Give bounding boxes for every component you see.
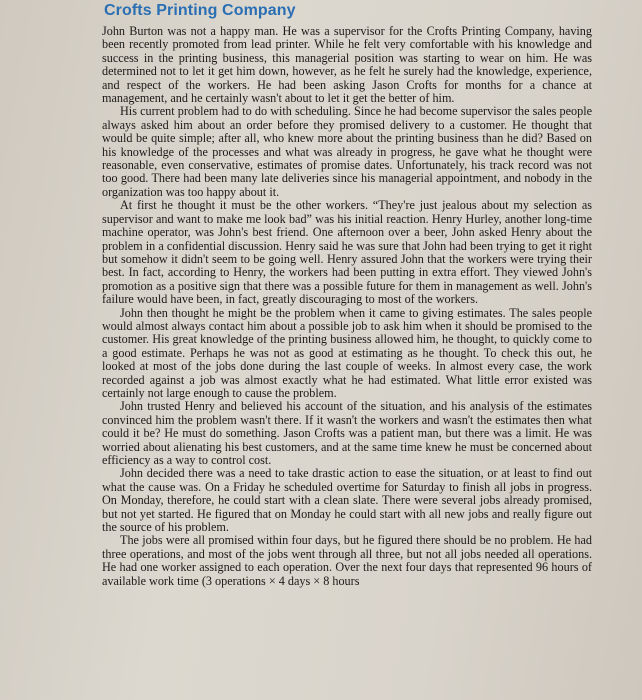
- paragraph: John trusted Henry and believed his account of the situation, and his analysis of the estimates convinced him the problem wasn't there. If it wasn't the workers and wasn't the estimates then what could it be? He must do something. Jason Crofts was a patient man, but there was a limit. He was worried about alienating his best customers, and at the same time knew he must be concerned about efficiency as a way to control cost.: [102, 399, 592, 467]
- paragraph: The jobs were all promised within four days, but he figured there should be no problem. He had three operations, and most of the jobs went through all three, but not all jobs needed all operations. He had one worker assigned to each operation. Over the next four days that represented 96 hours of available work time (3 operations × 4 days × 8 hours: [102, 533, 592, 588]
- paragraph: His current problem had to do with scheduling. Since he had become supervisor the sales people always asked him about an order before they promised delivery to a customer. He thought that would be quite simple; after all, who knew more about the printing business than he did? Based on his knowledge of the processes and what was already in progress, he gave what he thought were reasonable, even conservative, estimates of promise dates. Unfortunately, his track record was not too good. There had been many late deliveries since his managerial appointment, and nobody in the organization was too happy about it.: [102, 104, 592, 199]
- textbook-page: [8, 0, 642, 700]
- paragraph: John decided there was a need to take drastic action to ease the situation, or at least to find out what the cause was. On a Friday he scheduled overtime for Saturday to finish all jobs in progress. On Monday, therefore, he could start with a clean slate. There were several jobs already promised, but not yet started. He figured that on Monday he could start with all new jobs and really figure out the source of his problem.: [102, 466, 592, 535]
- paragraph: John then thought he might be the problem when it came to giving estimates. The sales people would almost always contact him about a possible job to ask him when it should be promised to the customer. His great knowledge of the printing business allowed him, he thought, to quickly come to a good estimate. Perhaps he was not as good at estimating as he thought. To check this out, he looked at most of the jobs done during the last couple of weeks. In almost every case, the work recorded against a job was almost exactly what he had estimated. What little error existed was certainly not large enough to cause the problem.: [102, 305, 592, 400]
- paragraph: At first he thought it must be the other workers. “They're just jealous about my selection as supervisor and want to make me look bad” was his initial reaction. Henry Hurley, another long-time machine operator, was John's best friend. One afternoon over a beer, John asked Henry about the problem in a confidential discussion. Henry said he was sure that John had been trying to get it right but somehow it didn't seem to be going well. Henry assured John that the workers were trying their best. In fact, according to Henry, the workers had been putting in extra effort. They viewed John's promotion as a positive sign that there was a possible future for them in management as well. John's failure would have been, in fact, greatly discouraging to most of the workers.: [102, 198, 592, 307]
- section-heading: Crofts Printing Company: [104, 2, 296, 19]
- case-study-body: [102, 25, 592, 588]
- paragraph: John Burton was not a happy man. He was a supervisor for the Crofts Printing Company, having been recently promoted from lead printer. While he felt very comfortable with his knowledge and success in the printing business, this managerial position was starting to wear on him. He was determined not to let it get him down, however, as he felt he surely had the knowledge, experience, and respect of the workers. He had been asking Jason Crofts for months for a chance at management, and he certainly wasn't about to let it get the better of him.: [102, 24, 592, 106]
